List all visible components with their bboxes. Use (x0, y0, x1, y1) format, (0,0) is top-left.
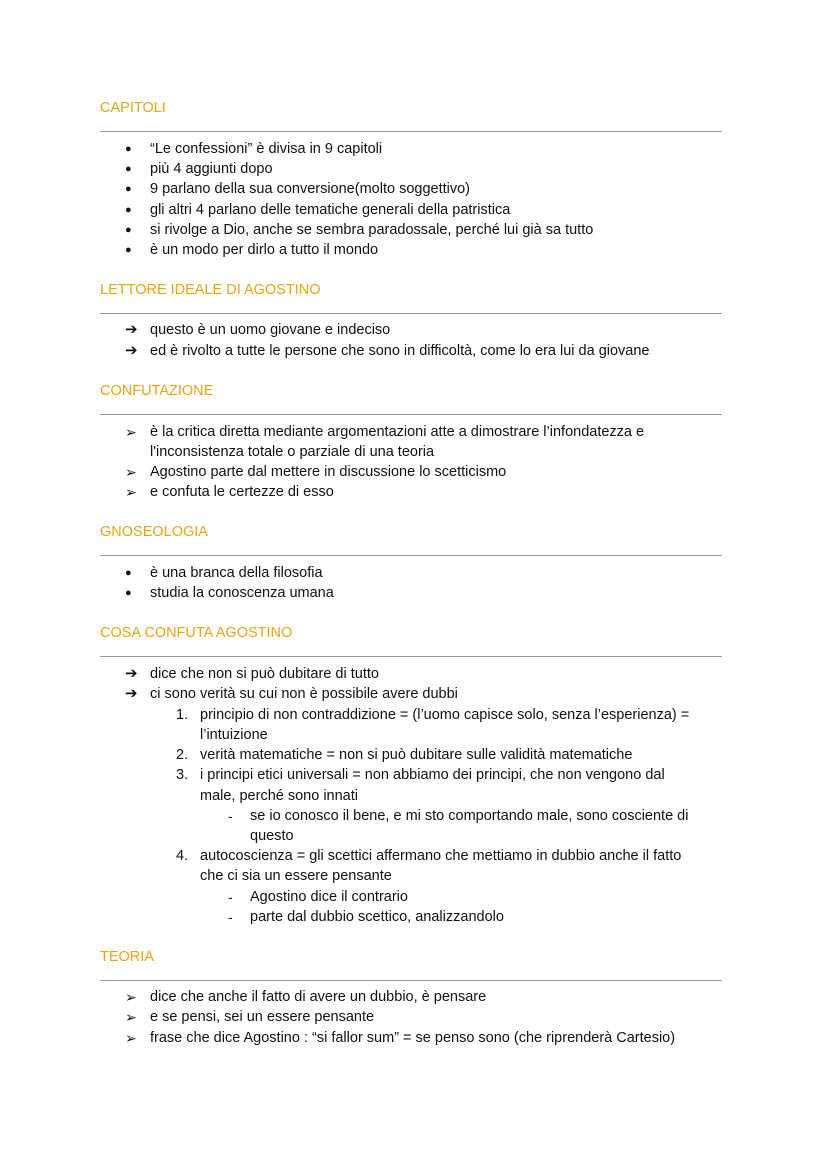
list-item: dice che non si può dubitare di tutto (150, 666, 379, 682)
section-divider (100, 414, 722, 415)
section-divider (100, 656, 722, 657)
list-item: è una branca della filosofia (150, 565, 323, 581)
list-item: 9 parlano della sua conversione(molto soggettivo) (150, 181, 470, 197)
heading-cosa-confuta: COSA CONFUTA AGOSTINO (100, 625, 293, 641)
list-item-continuation: l'inconsistenza totale o parziale di una teoria (150, 444, 435, 460)
arrow-icon: ➔ (125, 665, 138, 682)
bullet-icon: ● (125, 183, 132, 195)
heading-teoria: TEORIA (100, 949, 154, 965)
list-item: “Le confessioni” è divisa in 9 capitoli (150, 141, 383, 157)
arrow-icon: ➔ (125, 342, 138, 359)
list-number: 1. (176, 707, 189, 723)
list-item: gli altri 4 parlano delle tematiche generali della patristica (150, 202, 511, 218)
triangle-bullet-icon: ➢ (125, 989, 137, 1005)
heading-gnoseologia: GNOSEOLOGIA (100, 524, 208, 540)
list-item: più 4 aggiunti dopo (150, 161, 273, 177)
list-item: Agostino parte dal mettere in discussione lo scetticismo (150, 464, 507, 480)
list-item: dice che anche il fatto di avere un dubbio, è pensare (150, 989, 487, 1005)
list-item: ed è rivolto a tutte le persone che sono in difficoltà, come lo era lui da giovane (150, 343, 650, 359)
heading-confutazione: CONFUTAZIONE (100, 383, 214, 399)
list-item: e se pensi, sei un essere pensante (150, 1009, 375, 1025)
numbered-item: principio di non contraddizione = (l’uomo capisce solo, senza l’esperienza) = (200, 707, 690, 723)
dash-bullet: - (228, 889, 233, 905)
list-item: si rivolge a Dio, anche se sembra paradossale, perché lui già sa tutto (150, 222, 594, 238)
section-divider (100, 313, 722, 314)
numbered-item: i principi etici universali = non abbiamo dei principi, che non vengono dal (200, 767, 665, 783)
list-number: 4. (176, 848, 189, 864)
dash-bullet: - (228, 909, 233, 925)
list-item: frase che dice Agostino : “si fallor sum” = se penso sono (che riprenderà Cartesio) (150, 1030, 676, 1046)
triangle-bullet-icon: ➢ (125, 1030, 137, 1046)
list-item: studia la conoscenza umana (150, 585, 334, 601)
arrow-icon: ➔ (125, 685, 138, 702)
arrow-icon: ➔ (125, 321, 138, 338)
triangle-bullet-icon: ➢ (125, 464, 137, 480)
bullet-icon: ● (125, 244, 132, 256)
section-divider (100, 131, 722, 132)
bullet-icon: ● (125, 163, 132, 175)
numbered-item: autocoscienza = gli scettici affermano che mettiamo in dubbio anche il fatto (200, 848, 682, 864)
numbered-item-continuation: che ci sia un essere pensante (200, 868, 392, 884)
numbered-item-continuation: l’intuizione (200, 727, 268, 743)
list-item: questo è un uomo giovane e indeciso (150, 322, 391, 338)
dash-item: parte dal dubbio scettico, analizzandolo (250, 909, 504, 925)
section-divider (100, 980, 722, 981)
dash-item-continuation: questo (250, 828, 294, 844)
bullet-icon: ● (125, 224, 132, 236)
triangle-bullet-icon: ➢ (125, 424, 137, 440)
heading-lettore-ideale: LETTORE IDEALE DI AGOSTINO (100, 282, 321, 298)
list-item: ci sono verità su cui non è possibile avere dubbi (150, 686, 458, 702)
numbered-item-continuation: male, perché sono innati (200, 788, 358, 804)
dash-item: se io conosco il bene, e mi sto comportando male, sono cosciente di (250, 808, 689, 824)
list-number: 2. (176, 747, 189, 763)
list-item: è la critica diretta mediante argomentazioni atte a dimostrare l’infondatezza e (150, 424, 645, 440)
list-item: e confuta le certezze di esso (150, 484, 334, 500)
bullet-icon: ● (125, 143, 132, 155)
numbered-item: verità matematiche = non si può dubitare sulle validità matematiche (200, 747, 633, 763)
dash-bullet: - (228, 808, 233, 824)
triangle-bullet-icon: ➢ (125, 1009, 137, 1025)
bullet-icon: ● (125, 567, 132, 579)
bullet-icon: ● (125, 587, 132, 599)
triangle-bullet-icon: ➢ (125, 484, 137, 500)
list-number: 3. (176, 767, 189, 783)
bullet-icon: ● (125, 204, 132, 216)
heading-capitoli: CAPITOLI (100, 100, 166, 116)
list-item: è un modo per dirlo a tutto il mondo (150, 242, 379, 258)
dash-item: Agostino dice il contrario (250, 889, 408, 905)
section-divider (100, 555, 722, 556)
